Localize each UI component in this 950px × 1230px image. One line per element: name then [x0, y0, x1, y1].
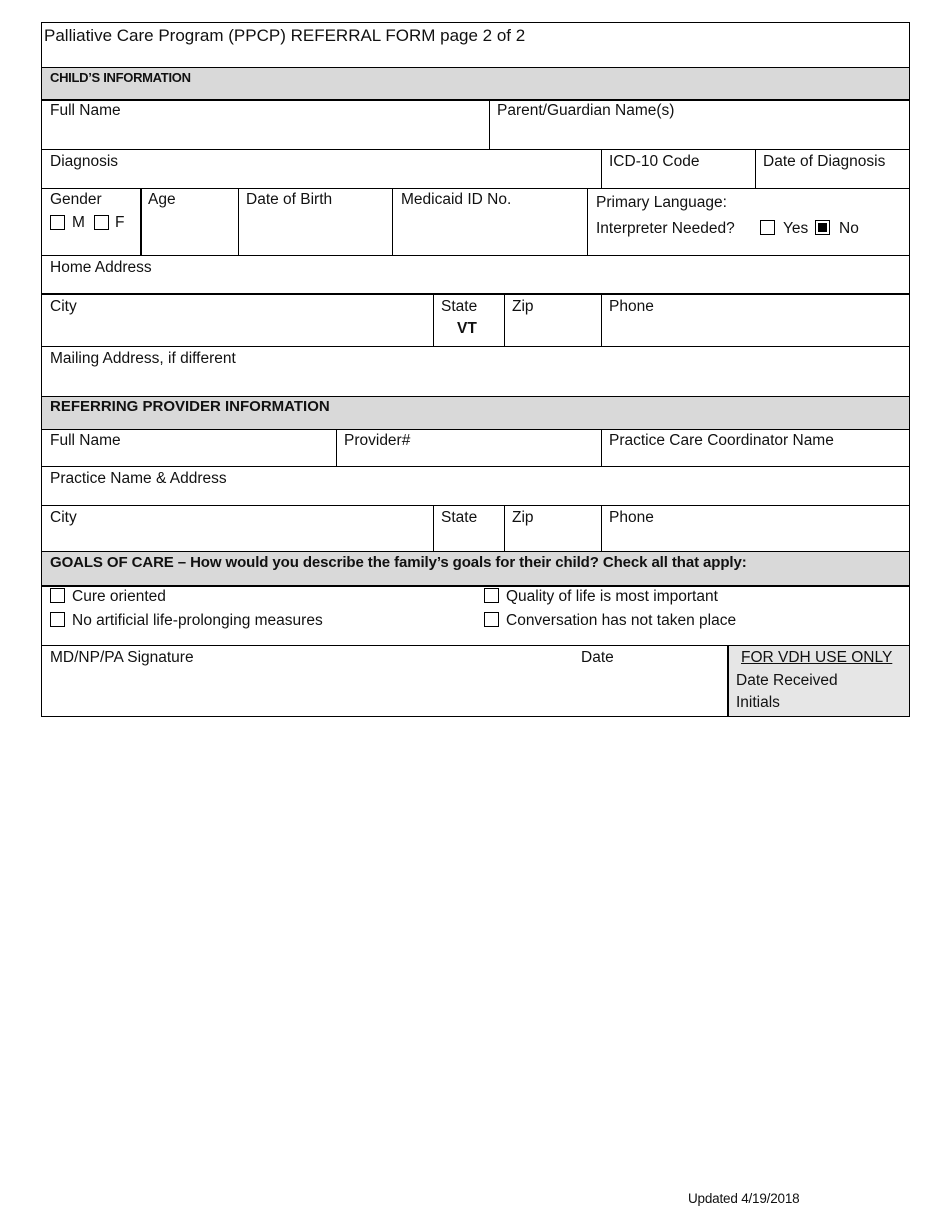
dob-label: Date of Birth: [246, 191, 333, 208]
provider-full-name-field[interactable]: [42, 449, 335, 465]
diagnosis-field[interactable]: [42, 170, 600, 187]
child-info-header: CHILD’S INFORMATION: [50, 70, 191, 85]
signature-label: MD/NP/PA Signature: [50, 649, 194, 666]
date-of-diagnosis-label: Date of Diagnosis: [763, 153, 886, 170]
provider-state-label: State: [441, 509, 478, 526]
vdh-use-only-title: FOR VDH USE ONLY: [741, 649, 893, 666]
child-full-name-label: Full Name: [50, 102, 121, 119]
provider-number-label: Provider#: [344, 432, 411, 449]
provider-city-field[interactable]: [42, 527, 432, 550]
gender-f-checkbox[interactable]: [94, 215, 109, 230]
initials-label: Initials: [736, 694, 780, 711]
no-artificial-measures-checkbox[interactable]: [50, 612, 65, 627]
provider-phone-label: Phone: [609, 509, 654, 526]
child-phone-field[interactable]: [602, 316, 908, 345]
child-state-label: State: [441, 298, 478, 315]
provider-full-name-label: Full Name: [50, 432, 121, 449]
age-label: Age: [148, 191, 176, 208]
interpreter-no-checkbox[interactable]: [815, 220, 830, 235]
dob-field[interactable]: [239, 210, 391, 254]
child-state-value: VT: [457, 320, 477, 337]
quality-of-life-checkbox[interactable]: [484, 588, 499, 603]
cure-oriented-checkbox[interactable]: [50, 588, 65, 603]
signature-field[interactable]: [42, 668, 570, 714]
gender-f-label: F: [115, 214, 125, 231]
care-coordinator-field[interactable]: [602, 449, 908, 465]
child-zip-label: Zip: [512, 298, 534, 315]
child-full-name-field[interactable]: [42, 120, 488, 148]
form-title: Palliative Care Program (PPCP) REFERRAL FORM page 2 of 2: [44, 26, 526, 45]
diagnosis-label: Diagnosis: [50, 153, 119, 170]
medicaid-id-label: Medicaid ID No.: [401, 191, 512, 208]
provider-number-field[interactable]: [337, 449, 600, 465]
no-artificial-measures-label: No artificial life-prolonging measures: [72, 612, 323, 629]
gender-label: Gender: [50, 191, 102, 208]
age-field[interactable]: [142, 210, 237, 254]
mailing-address-label: Mailing Address, if different: [50, 350, 236, 367]
date-of-diagnosis-field[interactable]: [756, 170, 908, 187]
updated-date: Updated 4/19/2018: [688, 1191, 800, 1206]
provider-city-label: City: [50, 509, 77, 526]
interpreter-yes-label: Yes: [783, 220, 809, 237]
child-zip-field[interactable]: [505, 316, 600, 345]
gender-m-label: M: [72, 214, 85, 231]
cure-oriented-label: Cure oriented: [72, 588, 166, 605]
home-address-field[interactable]: [42, 276, 908, 292]
home-address-label: Home Address: [50, 259, 152, 276]
provider-zip-field[interactable]: [505, 527, 600, 550]
medicaid-id-field[interactable]: [393, 210, 586, 254]
parent-guardian-field[interactable]: [490, 120, 908, 148]
parent-guardian-label: Parent/Guardian Name(s): [497, 102, 675, 119]
quality-of-life-label: Quality of life is most important: [506, 588, 718, 605]
child-city-field[interactable]: [42, 316, 432, 345]
icd-10-label: ICD-10 Code: [609, 153, 700, 170]
provider-zip-label: Zip: [512, 509, 534, 526]
provider-info-header: REFERRING PROVIDER INFORMATION: [50, 398, 330, 415]
care-coordinator-label: Practice Care Coordinator Name: [609, 432, 834, 449]
child-phone-label: Phone: [609, 298, 654, 315]
provider-state-field[interactable]: [434, 527, 503, 550]
signature-date-field[interactable]: [572, 668, 725, 714]
icd-10-field[interactable]: [602, 170, 754, 187]
interpreter-no-label: No: [839, 220, 859, 237]
interpreter-yes-checkbox[interactable]: [760, 220, 775, 235]
provider-phone-field[interactable]: [602, 527, 908, 550]
practice-name-label: Practice Name & Address: [50, 470, 227, 487]
conversation-not-taken-label: Conversation has not taken place: [506, 612, 737, 629]
signature-date-label: Date: [581, 649, 614, 666]
practice-name-field[interactable]: [42, 487, 908, 504]
goals-of-care-header: GOALS OF CARE – How would you describe the family’s goals for their child? Check all that apply:: [50, 554, 747, 571]
primary-language-label: Primary Language:: [596, 194, 727, 211]
interpreter-needed-label: Interpreter Needed?: [596, 220, 735, 237]
mailing-address-field[interactable]: [42, 368, 908, 395]
date-received-label: Date Received: [736, 672, 838, 689]
gender-m-checkbox[interactable]: [50, 215, 65, 230]
conversation-not-taken-checkbox[interactable]: [484, 612, 499, 627]
child-city-label: City: [50, 298, 77, 315]
